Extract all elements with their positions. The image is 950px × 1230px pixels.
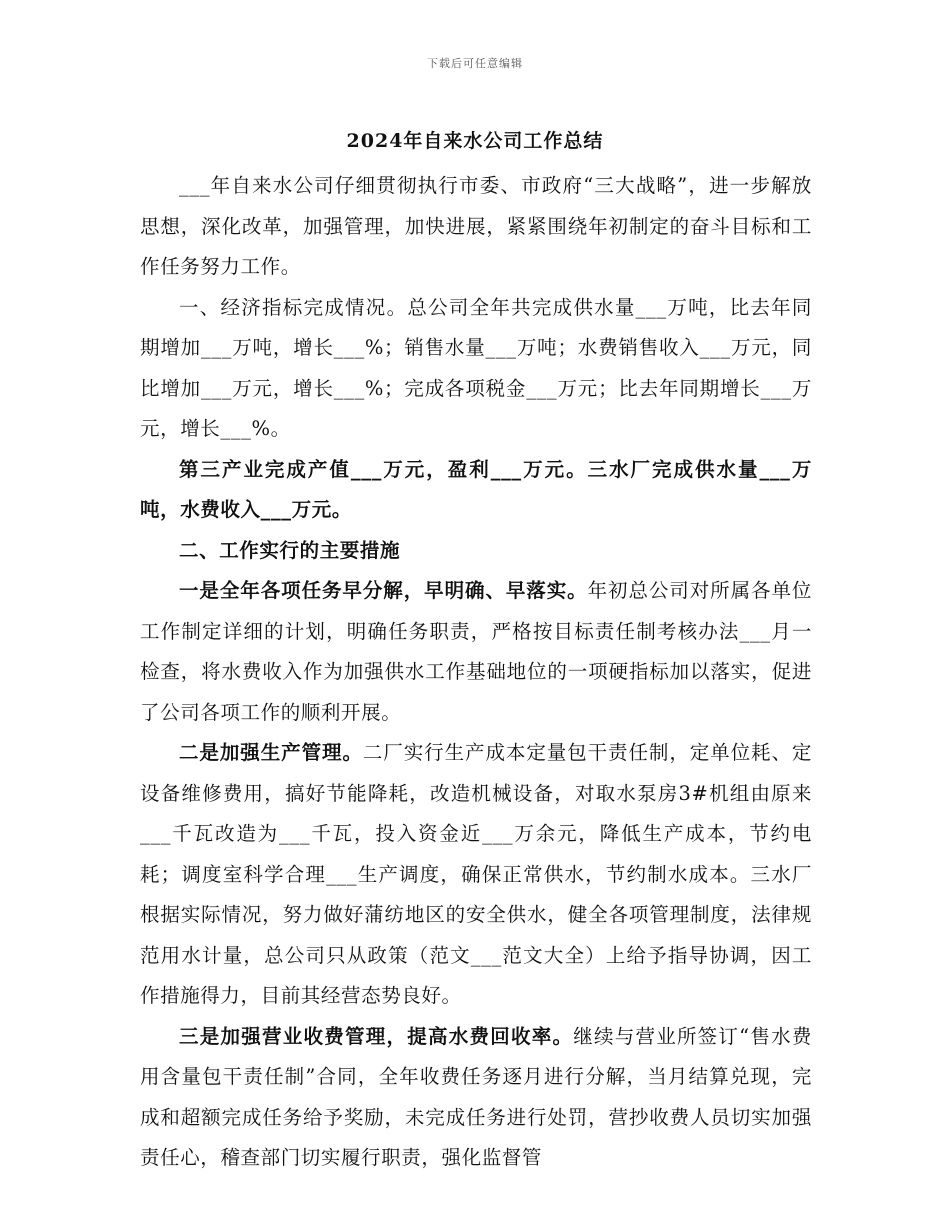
paragraph-lead: 二是加强生产管理。 — [179, 741, 363, 764]
section-heading-measures — [140, 531, 812, 572]
paragraph-intro — [140, 166, 812, 288]
paragraph-text: 第三产业完成产值___万元，盈利___万元。三水厂完成供水量___万吨，水费收入___万元。 — [140, 457, 812, 521]
paragraph-text: 二厂实行生产成本定量包干责任制，定单位耗、定设备维修费用，搞好节能降耗，改造机械设备，对取水泵房3#机组由原来___千瓦改造为___千瓦，投入资金近___万余元，降低生产成本，节约电耗；调度室科学合理___生产调度，确保正常供水，节约制水成本。三水厂根据实际情况，努力做好蒲纺地区的安全供水，健全各项管理制度，法律规范用水计量，总公司只从政策（范文___范文大全）上给予指导协调，因工作措施得力，目前其经营态势良好。 — [140, 741, 812, 1007]
paragraph-text: 一、经济指标完成情况。总公司全年共完成供水量___万吨，比去年同期增加___万吨，增长___%；销售水量___万吨；水费销售收入___万元，同比增加___万元，增长___%；完成各项税金___万元；比去年同期增长___万元，增长___%。 — [140, 295, 812, 440]
document-title: 2024年自来水公司工作总结 — [346, 130, 604, 152]
header-note: 下载后可任意编辑 — [427, 57, 523, 70]
paragraph-text: 二、工作实行的主要措施 — [179, 538, 401, 562]
paragraph-text: ___年自来水公司仔细贯彻执行市委、市政府“三大战略”，进一步解放思想，深化改革，加强管理，加快进展，紧紧围绕年初制定的奋斗目标和工作任务努力工作。 — [140, 174, 812, 278]
paragraph-measure-two — [140, 733, 812, 1017]
paragraph-lead: 一是全年各项任务早分解，早明确、早落实。 — [179, 579, 588, 602]
paragraph-text: 继续与营业所签订“售水费用含量包干责任制”合同，全年收费任务逐月进行分解，当月结算兑现，完成和超额完成任务给予奖励，未完成任务进行处罚，营抄收费人员切实加强责任心，稽查部门切实履行职责，强化监督管 — [140, 1024, 812, 1169]
paragraph-tertiary-industry — [140, 450, 812, 531]
document-body — [140, 166, 812, 1179]
paragraph-lead: 三是加强营业收费管理，提高水费回收率。 — [179, 1024, 574, 1048]
paragraph-measure-three — [140, 1017, 812, 1179]
paragraph-measure-one — [140, 571, 812, 733]
paragraph-text: 年初总公司对所属各单位工作制定详细的计划，明确任务职责，严格按目标责任制考核办法___月一检查，将水费收入作为加强供水工作基础地位的一项硬指标加以落实，促进了公司各项工作的顺利开展。 — [140, 579, 812, 724]
paragraph-economic-indicators — [140, 288, 812, 450]
